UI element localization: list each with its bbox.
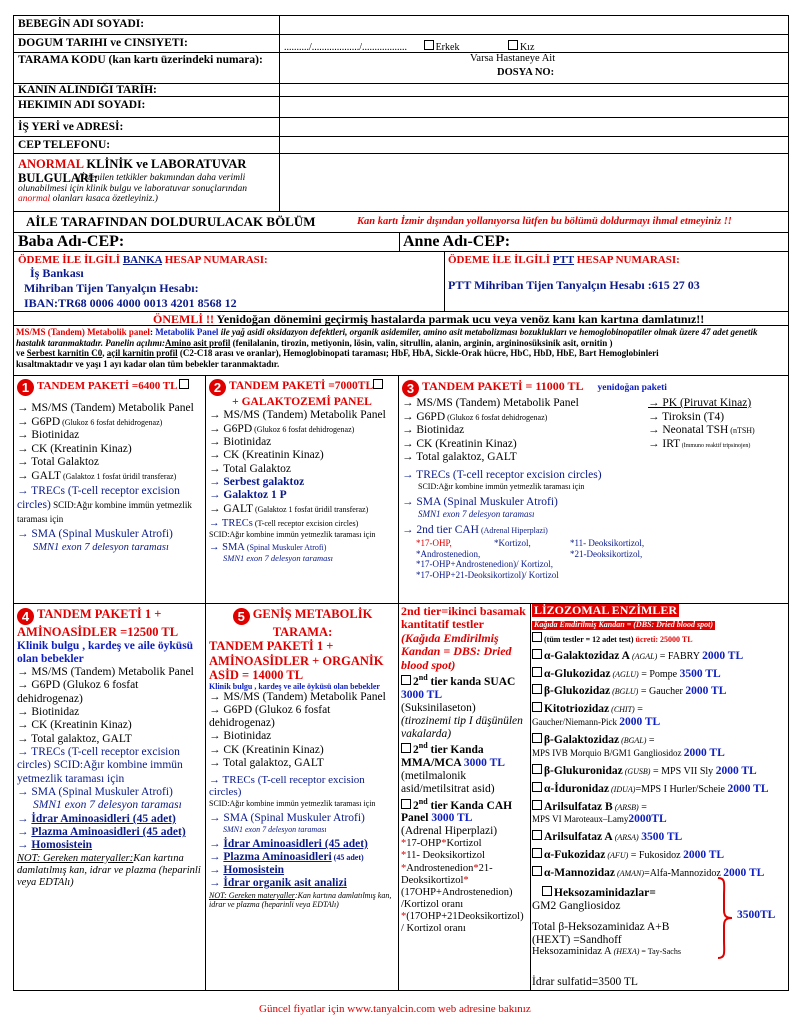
p4-item-0: → MS/MS (Tandem) Metabolik Panel [17, 666, 194, 679]
p4-trec: → TRECs (T-cell receptor excision circles) SCID:Ağır kombine immün yetmezlik taraması için [17, 746, 183, 785]
lizo-row-abbr: (ARSA) [612, 833, 639, 843]
lizo-row-checkbox[interactable] [532, 733, 542, 743]
p1-galt: → GALT [17, 469, 61, 482]
p2-item-4: → Total Galaktoz [209, 462, 292, 475]
package-1-number: 1 [17, 379, 34, 396]
lizo-row-price: 2000 TL [715, 764, 757, 777]
intro-acyl: açil karnitin profil [106, 348, 178, 359]
lizo-row-name: α-Fukozidaz [544, 849, 606, 862]
lizo-row[interactable] [532, 733, 787, 760]
dob-field[interactable] [284, 40, 534, 53]
lizo-row-name: α-Galaktozidaz A [544, 649, 630, 662]
lizo-row[interactable] [532, 702, 787, 729]
p4-sma-note: SMN1 exon 7 delesyon taraması [33, 799, 182, 812]
hex-checkbox[interactable] [542, 886, 552, 896]
intro-last: kısaltmaktadır ve yaşı 1 ayı kadar olan tüm bebekler taranmaktadır. [16, 358, 280, 369]
lizo-row-abbr: (AGLU) [610, 669, 639, 679]
package-1[interactable] [17, 379, 203, 554]
p5-item-2: → Biotinidaz [209, 730, 272, 743]
second-tier-title: 2nd tier=ikinci basamak kantitatif testler [401, 604, 526, 632]
dob-blank: ........../.................../.................. [284, 42, 408, 53]
package-4-title2: AMİNOASİDLER =12500 TL [17, 625, 179, 639]
cah-l1: 17-OHP [406, 838, 442, 850]
lizo-row-price: 2000 TL [723, 867, 765, 880]
abnormal-findings-field[interactable] [281, 155, 787, 210]
lizo-row-abbr: (AGAL) [629, 651, 658, 661]
lizo-row-abbr: (GUSB) [622, 766, 651, 776]
intro-mid: , [102, 348, 107, 359]
mma-a: 2 [413, 744, 419, 757]
p2-sma-note: SMN1 exon 7 delesyon taraması [223, 553, 334, 564]
p1-trec: → TRECs (T-cell receptor excision circles) [17, 485, 180, 511]
package-5[interactable]: 5 GENİŞ METABOLİK TARAMA: TANDEM PAKETİ 1 + AMİNOASİDLER + ORGANİK ASİD = 14000 TL Klinik bulgu , kardeş ve aile öyküsü olan bebekler → MS/MS (Tandem) Metabolik Panel → G6PD (Glukoz 6 fosfat dehidrogenaz) → Biotinidaz → CK (Kreatinin Kinaz) → Total galaktoz, GALT → TRECs (T-cell receptor excision circles) SCID:Ağır kombine immün yetmezlik taraması için → SMA (Spinal Muskuler Atrofi) SMN1 exon 7 delesyon taraması → İdrar Aminoasidleri (45 adet) → Plazma Aminoasidleri (45 adet) → Homosistein → İdrar organik asit analizi NOT: Gereken materyaller:Kan kartına damlatılmış kan, idrar ve plazma (heparinli veya EDTAlı) [209, 607, 396, 910]
package-5-number: 5 [233, 608, 250, 625]
p2-item-0: → MS/MS (Tandem) Metabolik Panel [209, 409, 386, 422]
lysosomal-enzymes[interactable] [532, 604, 787, 989]
lizo-row-price: 3500 TL [641, 831, 683, 844]
lizo-row-desc: = Pompe [638, 668, 680, 680]
intro-carnitine: Serbest karnitin C0 [26, 348, 103, 359]
p5-organik: İdrar organik asit analizi [223, 877, 347, 890]
lizo-row[interactable] [532, 782, 787, 796]
hex-price: 3500TL [737, 909, 776, 921]
lizo-all-checkbox[interactable] [532, 632, 542, 642]
p4-item-3: → CK (Kreatinin Kinaz) [17, 719, 132, 732]
p1-g6pd-note: (Glukoz 6 fosfat dehidrogenaz) [60, 417, 163, 427]
intro-rest: ile yağ asidi oksidazyon defektleri, organik asidemiler, amino asit metabolizması bozuklukları ve hemoglobinopatiler olmak üzere 47 adet genetik hastalık taranmaktadır. Panelin açılımı: [16, 327, 758, 348]
package-3-number: 3 [402, 380, 419, 397]
lizo-row-desc: =MPS I Hurler/Scheie [635, 783, 728, 795]
important-rest: Yenidoğan dönemini geçirmiş hastalarda parmak ucu veya venöz kanı kan kartına damlatınız!! [214, 312, 705, 326]
suac-i: (tirozinemi tip I düşünülen vakalarda) [401, 714, 523, 740]
p5-plazma: Plazma Aminoasidleri [223, 851, 332, 864]
package-3[interactable] [402, 379, 788, 582]
lizo-row-name: β-Glukuronidaz [544, 764, 623, 777]
ptt-title-a: ÖDEME İLE İLGİLİ [448, 254, 553, 266]
lizo-row-desc: = [646, 735, 655, 747]
lizo-row-price: 3500 TL [679, 667, 721, 680]
lizo-row[interactable] [532, 848, 787, 862]
p3-trec: → TRECs (T-cell receptor excision circles) [402, 468, 602, 481]
mma-c: tier Kanda MMA/MCA [401, 744, 484, 770]
baby-name-field[interactable] [281, 16, 787, 33]
cah-l1b: Kortizol [446, 838, 482, 850]
p3-g6pd: → G6PD [402, 410, 446, 423]
lizo-row-price: 2000 TL [702, 649, 744, 662]
suac-c: tier kanda SUAC [427, 676, 516, 689]
abnormal-findings-block [18, 157, 276, 205]
lizo-row-desc2: Gaucher/Niemann-Pick [532, 717, 620, 728]
p4-sma: → SMA (Spinal Muskuler Atrofi) [17, 786, 173, 799]
p1-sma: → SMA (Spinal Muskuler Atrofi) [17, 528, 173, 541]
ptt-title-c: HESAP NUMARASI: [574, 254, 680, 266]
baby-name-label: BEBEGİN ADI SOYADI: [18, 18, 145, 30]
package-5-title2: TANDEM PAKETİ 1 + AMİNOASİDLER + ORGANİK ASİD = 14000 TL [209, 639, 384, 682]
lizo-title: LİZOZOMAL ENZİMLER [534, 603, 678, 617]
lizo-row[interactable] [532, 800, 787, 827]
p3-item-2: → Biotinidaz [402, 424, 465, 437]
p1-sma-note: SMN1 exon 7 delesyon taraması [33, 541, 169, 553]
p3-cah-note: (Adrenal Hiperplazi) [478, 525, 548, 535]
male-label: Erkek [435, 42, 460, 53]
lizo-idrar: İdrar sulfatid=3500 TL [532, 976, 638, 989]
p4-note: Kan kartına damlatılmış kan, idrar ve plazma (heparinli veya EDTAlı) [17, 852, 201, 889]
lizo-row-abbr: (CHIT) [609, 705, 635, 715]
p5-item-1: → G6PD (Glukoz 6 fosfat dehidrogenaz) [209, 704, 331, 730]
package-4-title: TANDEM PAKETİ 1 + [37, 607, 162, 621]
hex-4b: (HEXA) [611, 947, 640, 957]
intro-rest3: (C2-C18 arası ve oranlar), Hemoglobinopati taraması; HbF, HbA, Sickle-Orak hücre, HbC, HbD, HbE, Bart Hemoglobinleri [177, 348, 659, 359]
p1-galt-note: (Galaktoz 1 fosfat üridil transferaz) [60, 471, 177, 481]
ptt-title-b: PTT [552, 254, 575, 266]
lizo-all: (tüm testler = 12 adet test) [544, 634, 634, 644]
p1-item-5 [17, 470, 203, 484]
p2-sma: → SMA [209, 541, 245, 553]
p3-trec-note: SCID:Ağır kombine immün yetmezlik taraması için [418, 482, 585, 492]
p2-galt: → GALT [209, 502, 253, 515]
hex-1: GM2 Gangliosidoz [532, 899, 621, 912]
second-tier-tests[interactable]: 2nd tier=ikinci basamak kantitatif testler (Kağıda Emdirilmiş Kandan = DBS: Dried blood spot) 2nd tier kanda SUAC 3000 TL (Suksinilaseton) (tirozinemi tip I düşünülen vakalarda) 2nd tier Kanda MMA/MCA 3000 TL (metilmalonik asid/metilsitrat asid) 2nd tier Kanda CAH Panel 3000 TL (Adrenal Hiperplazi) *17-OHP*Kortizol *11- Deoksikortizol *Androstenedion*21-Deoksikortizol*(17OHP+Androstenedion) /Kortizol oranı *(17OHP+21Deoksikortizol) / Kortizol oranı [401, 605, 528, 936]
lizo-row-name: Arilsulfataz B [544, 800, 613, 813]
dob-label: DOGUM TARIHI ve CINSIYETI: [18, 37, 188, 49]
lizo-row-checkbox[interactable] [532, 800, 542, 810]
p3-item-4: → Total galaktoz, GALT [402, 451, 517, 464]
package-2-number: 2 [209, 379, 226, 396]
package-2-checkbox[interactable] [373, 379, 383, 389]
package-1-title: TANDEM PAKETİ =6400 TL [37, 380, 178, 392]
lizo-row-abbr: (BGLU) [610, 687, 639, 697]
intro-colon: : [149, 327, 156, 337]
lizo-row-checkbox[interactable] [532, 649, 542, 659]
package-5-sub: Klinik bulgu , kardeş ve aile öyküsü olan bebekler [209, 682, 380, 691]
p4-item-1: → G6PD (Glukoz 6 fosfat dehidrogenaz) [17, 679, 139, 705]
mma-sub: (metilmalonik asid/metilsitrat asid) [401, 769, 495, 795]
suac-b: nd [418, 673, 428, 683]
lizo-row-abbr: (AMAN) [614, 869, 645, 879]
intro-red: MS/MS (Tandem) Metabolik panel [16, 327, 150, 337]
lizo-row-desc2: MPS IVB Morquio B/GM1 Gangliosidoz [532, 747, 684, 758]
p5-homo: Homosistein [223, 864, 285, 877]
p2-g6pd: → G6PD [209, 422, 253, 435]
p3-irt-note: (İmmuno reaktif tripsinojen) [680, 442, 751, 449]
p3-cah-ratio2: *17-OHP+21-Deoksikortizol)/ Kortizol [416, 569, 559, 580]
lizo-row[interactable] [532, 866, 787, 880]
lizo-row-name: Arilsulfataz A [544, 831, 613, 844]
package-1-checkbox[interactable] [179, 379, 189, 389]
p2-serbest: → Serbest galaktoz [209, 475, 305, 488]
p3-t4: → Tiroksin (T4) [648, 410, 725, 423]
female-label: Kız [519, 42, 535, 53]
lizo-row[interactable] [532, 649, 787, 663]
blood-date-label: KANIN ALINDIĞI TARİH: [18, 84, 157, 96]
package-2[interactable] [209, 379, 395, 564]
p3-sma-note: SMN1 exon 7 delesyon taraması [418, 509, 535, 520]
p5-item-0: → MS/MS (Tandem) Metabolik Panel [209, 691, 386, 704]
family-section-title: AİLE TARAFINDAN DOLDURULACAK BÖLÜM [26, 214, 316, 229]
female-checkbox[interactable] [508, 42, 534, 53]
bank-title-a: ÖDEME İLE İLGİLİ [18, 254, 123, 266]
package-3-title: TANDEM PAKETİ = 11000 TL [422, 379, 584, 393]
lizo-row-price: 2000 TL [683, 746, 725, 759]
p3-tsh: → Neonatal TSH [648, 424, 729, 437]
mma-price: 3000 TL [463, 757, 505, 770]
lizo-row-name: β-Glukozidaz [544, 685, 611, 698]
abnormal-title: KLİNİK ve LABORATUVAR BULGULARI: [18, 157, 247, 185]
p2-gal1p: → Galaktoz 1 P [209, 489, 287, 502]
important-note [153, 312, 704, 327]
p1-g6pd: → G6PD [17, 415, 61, 428]
bank-block [18, 254, 268, 311]
lizo-row-abbr: (BGAL) [619, 736, 647, 746]
lizo-row-desc: = MPS VII Sly [650, 765, 716, 777]
p2-item-2: → Biotinidaz [209, 435, 272, 448]
hex-title: Heksozaminidazlar= [554, 886, 656, 899]
lizo-row-name: α-Mannozidaz [544, 867, 615, 880]
lizo-row-price: 2000 TL [683, 849, 725, 862]
p2-galt-note: (Galaktoz 1 fosfat üridil transferaz) [252, 504, 369, 514]
male-checkbox[interactable] [424, 42, 460, 53]
ptt-block [448, 254, 700, 293]
suac-sub: (Suksinilaseton) [401, 701, 476, 714]
p2-g6pd-note: (Glukoz 6 fosfat dehidrogenaz) [252, 424, 355, 434]
cah-a: 2 [413, 799, 419, 812]
p3-cah-andro: *Androstenedion, [416, 548, 481, 559]
p3-tsh-note: (nTSH) [728, 426, 755, 436]
p1-item-2: → Biotinidaz [17, 429, 80, 442]
p5-sma-note: SMN1 exon 7 delesyon taraması [223, 825, 327, 835]
hex-brace [714, 876, 734, 960]
suac-checkbox[interactable] [401, 675, 411, 685]
p1-item-3: → CK (Kreatinin Kinaz) [17, 442, 132, 455]
lizo-row-price: 2000 TL [727, 782, 769, 795]
p3-cah-ratio1: *17-OHP+Androstenedion)/ Kortizol, [416, 558, 554, 569]
p2-sma-sub: (Spinal Muskuler Atrofi) [244, 542, 327, 552]
file-number-label: DOSYA NO: [497, 67, 555, 78]
doctor-name-label: HEKIMIN ADI SOYADI: [18, 99, 146, 111]
mma-b: nd [418, 741, 428, 751]
lizo-row-abbr: (IDUA) [609, 784, 636, 794]
p2-galt-row [209, 503, 395, 516]
p3-cah-17ohp: *17-OHP, [416, 537, 452, 548]
abnormal-note-red: anormal [18, 194, 51, 205]
p5-trec: → TRECs (T-cell receptor excision circles) [209, 773, 365, 799]
hex-3: (HEXT) =Sandhoff [532, 933, 622, 946]
p3-g6pd-note: (Glukoz 6 fosfat dehidrogenaz) [445, 412, 548, 422]
p2-trec: → TRECs [209, 517, 253, 529]
p3-cah-21deoksi: *21-Deoksikortizol, [570, 548, 643, 559]
bank-name: İş Bankası [30, 266, 84, 280]
p3-cah-kortizol: *Kortizol, [494, 537, 531, 548]
suac-price: 3000 TL [401, 688, 443, 701]
p3-irt: → IRT [648, 437, 681, 450]
p5-note-label: NOT: Gereken materyaller [209, 890, 295, 900]
cah-l3b: 21-Deoksikortizol [401, 862, 493, 886]
p2-item-3: → CK (Kreatinin Kinaz) [209, 449, 324, 462]
second-tier-title-i: (Kağıda Emdirilmiş Kandan = DBS: Dried blood spot) [401, 630, 512, 672]
p4-homo: Homosistein [31, 839, 93, 852]
cah-checkbox[interactable] [401, 799, 411, 809]
intro-rest2: (fenilalanin, tirozin, metiyonin, lösin, valin, sitrullin, alanin, arginin, argininosüksinik asit, ornitin ) [230, 337, 613, 348]
p2-trec-note: (T-cell receptor excision circles) SCID:Ağır kombine immün yetmezlik taraması için [209, 518, 376, 539]
p1-item-1 [17, 416, 203, 430]
package-5-title: GENİŞ METABOLİK TARAMA: [252, 607, 373, 639]
lizo-row[interactable] [532, 684, 787, 698]
bank-account-holder: Mihriban Tijen Tanyalçın Hesabı: [24, 281, 199, 295]
lizo-row-name: α-İduronidaz [544, 782, 610, 795]
package-2-title: TANDEM PAKETİ =7000TL [229, 380, 374, 392]
package-4-sub: Klinik bulgu , kardeş ve aile öyküsü olan bebekler [17, 639, 194, 665]
hospital-note: Varsa Hastaneye Ait [470, 53, 556, 64]
lizo-row-name: α-Glukozidaz [544, 667, 611, 680]
p4-plazma: Plazma Aminoasidleri (45 adet) [31, 826, 186, 839]
lizo-row-price: 2000 TL [685, 685, 727, 698]
package-4-number: 4 [17, 608, 34, 625]
cah-l3c: (17OHP+Androstenedion) /Kortizol oranı [401, 886, 513, 911]
ptt-account: PTT Mihriban Tijen Tanyalçın Hesabı :615 27 03 [448, 278, 700, 292]
p3-sma: → SMA (Spinal Muskuler Atrofi) [402, 495, 558, 508]
lizo-row-checkbox[interactable] [532, 684, 542, 694]
workplace-label: İŞ YERİ ve ADRESİ: [18, 121, 124, 133]
p5-item-3: → CK (Kreatinin Kinaz) [209, 743, 324, 756]
p3-item-3: → CK (Kreatinin Kinaz) [402, 437, 517, 450]
lizo-row-name: β-Galaktozidaz [544, 734, 620, 747]
p5-item-4: → Total galaktoz, GALT [209, 756, 324, 769]
p3-item-0: → MS/MS (Tandem) Metabolik Panel [402, 397, 579, 409]
lizo-row-checkbox[interactable] [532, 782, 542, 792]
screening-code-label: TARAMA KODU (kan kartı üzerindeki numara): [18, 54, 263, 66]
p5-sma: → SMA (Spinal Muskuler Atrofi) [209, 811, 365, 824]
intro-pre: ve [16, 348, 27, 359]
intro-paragraph [16, 327, 786, 369]
lizo-row-desc: = [638, 801, 647, 813]
p1-item-4: → Total Galaktoz [17, 456, 100, 469]
cah-l2: 11- Deoksikortizol [406, 850, 485, 862]
lizo-row-desc: = Gaucher [638, 686, 686, 698]
cah-price: 3000 TL [431, 812, 473, 825]
bank-iban: IBAN:TR68 0006 4000 0013 4201 8568 12 [24, 296, 237, 310]
p1-trec-note: SCID:Ağır kombine immün yetmezlik taraması için [17, 499, 192, 524]
package-2-subtitle: + GALAKTOZEMİ PANEL [232, 396, 372, 408]
abnormal-note-2: olanları kısaca özetleyiniz.) [50, 194, 158, 205]
p4-item-2: → Biotinidaz [17, 706, 80, 719]
suac-a: 2 [413, 676, 419, 689]
intro-blue: Metabolik Panel [155, 327, 219, 337]
abnormal-note-1: (İstenilen tetkikler bakımından daha verimli olunabilmesi için klinik bulgu ve laboratuvar sonuçlarından [18, 173, 248, 194]
p3-pk: → PK (Piruvat Kinaz) [648, 397, 752, 409]
lizo-subtitle: Kağıda Emdirilmiş Kandan = (DBS: Dried blood spot) [534, 619, 714, 629]
p5-idrar: İdrar Aminoasidleri (45 adet) [223, 838, 368, 851]
package-4[interactable]: 4 TANDEM PAKETİ 1 + AMİNOASİDLER =12500 TL Klinik bulgu , kardeş ve aile öyküsü olan bebekler → MS/MS (Tandem) Metabolik Panel → G6PD (Glukoz 6 fosfat dehidrogenaz) → Biotinidaz → CK (Kreatinin Kinaz) → Total galaktoz, GALT → TRECs (T-cell receptor excision circles) SCID:Ağır kombine immün yetmezlik taraması için → SMA (Spinal Muskuler Atrofi) SMN1 exon 7 delesyon taraması → İdrar Aminoasidleri (45 adet) → Plazma Aminoasidleri (45 adet) → Homosistein NOT: Gereken materyaller:Kan kartına damlatılmış kan, idrar ve plazma (heparinli veya EDTAlı) [17, 607, 203, 889]
lizo-all-price: ücreti: 25000 TL [633, 634, 693, 644]
hex-2: Total β-Heksozaminidaz A+B [532, 920, 670, 933]
lizo-row-price: 2000TL [628, 813, 667, 826]
lizo-row-desc: = Fukosidoz [628, 850, 684, 862]
lizo-row-checkbox[interactable] [532, 764, 542, 774]
lizo-row-desc: = [634, 704, 643, 716]
lizo-row-desc: =Alfa-Mannozidoz [644, 868, 724, 880]
lizo-row-price: 2000 TL [619, 716, 661, 729]
bank-title-b: BANKA [122, 254, 162, 266]
family-section-note: Kan kartı İzmir dışından yollanıyorsa lütfen bu bölümü doldurmayı ihmal etmeyiniz !! [357, 216, 732, 227]
important-red: ÖNEMLİ !! [153, 312, 214, 326]
p4-item-4: → Total galaktoz, GALT [17, 732, 132, 745]
p1-item-0: → MS/MS (Tandem) Metabolik Panel [17, 402, 194, 414]
lizo-row[interactable] [532, 667, 787, 681]
p5-note: :Kan kartına damlatılmış kan, idrar ve plazma (heparinli veya EDTAlı) [209, 890, 392, 910]
p4-idrar: İdrar Aminoasidleri (45 adet) [31, 812, 176, 825]
cah-l4: (17OHP+21Deoksikortizol) / Kortizol oranı [401, 911, 524, 935]
p4-note-label: NOT: Gereken materyaller: [17, 852, 134, 864]
footer-note: Güncel fiyatlar için www.tanyalcin.com web adresine bakınız [259, 1003, 531, 1015]
cah-b: nd [418, 796, 428, 806]
p2-item-1 [209, 423, 395, 436]
p5-plazma-b: (45 adet) [331, 853, 364, 863]
lizo-row[interactable] [532, 764, 787, 778]
mma-checkbox[interactable] [401, 743, 411, 753]
lizo-row-name: Kitotriozidaz [544, 703, 610, 716]
bank-title-c: HESAP NUMARASI: [161, 254, 268, 266]
intro-amino: Amino asit profil [165, 337, 231, 348]
phone-label: CEP TELEFONU: [18, 139, 111, 151]
cah-l3: Androstenedion [406, 862, 474, 874]
lizo-row-desc2: MPS VI Maroteaux–Lamy [532, 814, 629, 825]
hex-4: Heksozaminidaz A [532, 946, 612, 958]
cah-sub: (Adrenal Hiperplazi) [401, 825, 498, 838]
hex-4c: = Tay-Sachs [639, 947, 681, 957]
lizo-row[interactable] [532, 830, 787, 844]
mother-label: Anne Adı-CEP: [403, 233, 511, 250]
lizo-row-checkbox[interactable] [532, 702, 542, 712]
p3-cah: → 2nd tier CAH [402, 523, 479, 536]
lizo-row-desc: = FABRY [657, 650, 703, 662]
lizo-row-checkbox[interactable] [532, 830, 542, 840]
abnormal-red: ANORMAL [18, 157, 84, 171]
lizo-row-checkbox[interactable] [532, 667, 542, 677]
father-label: Baba Adı-CEP: [18, 233, 125, 250]
lizo-row-checkbox[interactable] [532, 866, 542, 876]
package-3-tag: yenidoğan paketi [597, 383, 667, 393]
lizo-row-abbr: (ARSB) [612, 802, 639, 812]
p3-cah-11deoksi: *11- Deoksikortizol, [570, 537, 645, 548]
p5-trec-note: SCID:Ağır kombine immün yetmezlik taraması için [209, 798, 376, 808]
lizo-row-checkbox[interactable] [532, 848, 542, 858]
cah-c: tier Kanda CAH Panel [401, 799, 513, 825]
lizo-row-abbr: (AFU) [605, 851, 629, 861]
